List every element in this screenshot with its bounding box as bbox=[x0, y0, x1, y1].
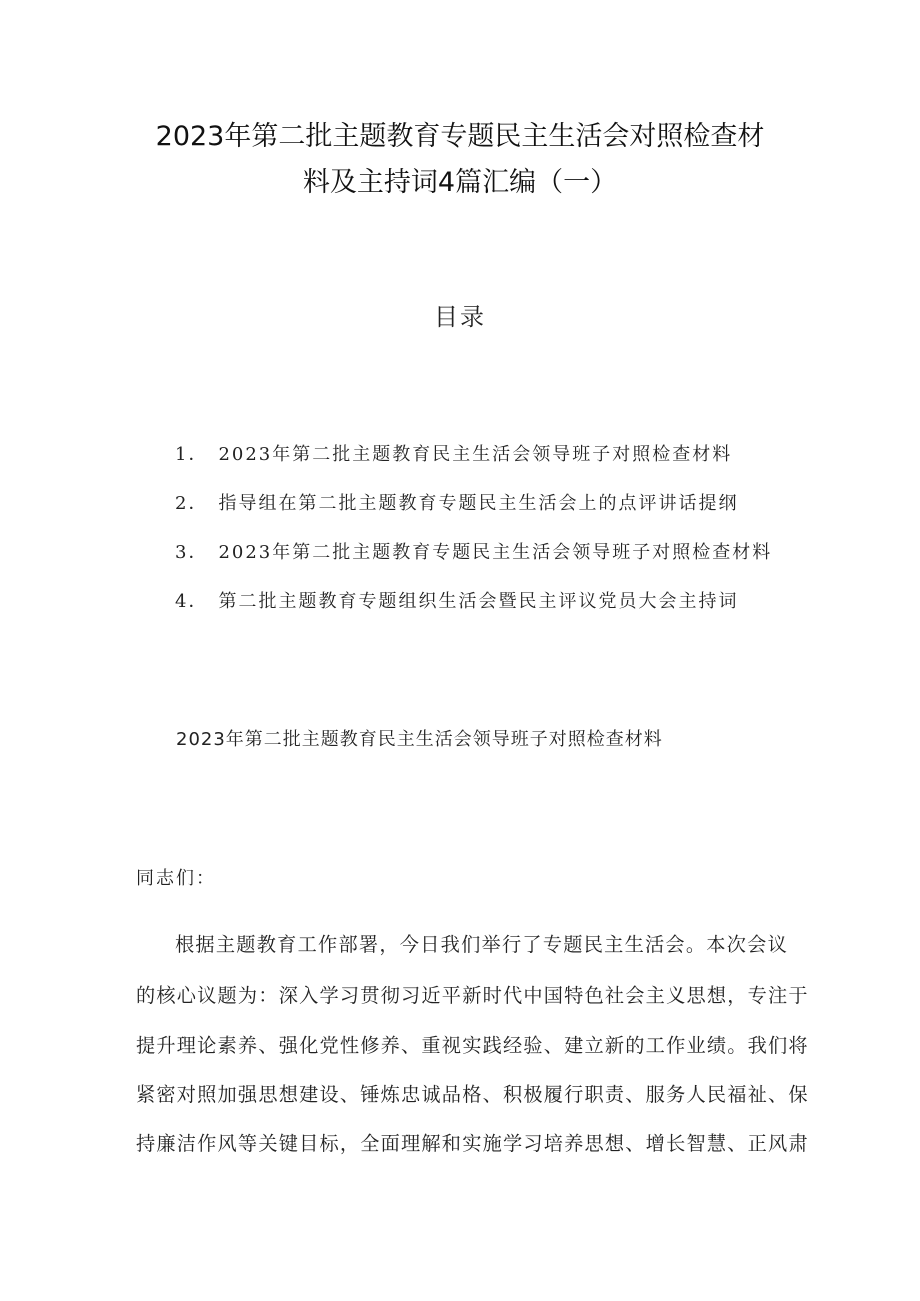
toc-item bbox=[175, 587, 738, 613]
toc-item-text: 指导组在第二批主题教育专题民主生活会上的点评讲话提纲 bbox=[218, 493, 739, 514]
toc-item bbox=[175, 538, 772, 564]
body-paragraph-line: 紧密对照加强思想建设、锤炼忠诚品格、积极履行职责、服务人民福祉、保 bbox=[136, 1083, 809, 1106]
toc-item-text: 2023年第二批主题教育专题民主生活会领导班子对照检查材料 bbox=[218, 542, 773, 563]
toc-item-number: 3． bbox=[175, 542, 209, 563]
toc-item bbox=[175, 489, 738, 515]
toc-item-number: 1． bbox=[175, 444, 209, 465]
document-title-line-2: 料及主持词4篇汇编（一） bbox=[302, 167, 618, 198]
greeting: 同志们： bbox=[136, 868, 216, 889]
section-title: 2023年第二批主题教育民主生活会领导班子对照检查材料 bbox=[176, 729, 663, 750]
toc-item-text: 2023年第二批主题教育民主生活会领导班子对照检查材料 bbox=[218, 444, 733, 465]
body-paragraph-line: 的核心议题为：深入学习贯彻习近平新时代中国特色社会主义思想，专注于 bbox=[136, 984, 809, 1007]
body-paragraph-line: 提升理论素养、强化党性修养、重视实践经验、建立新的工作业绩。我们将 bbox=[136, 1034, 809, 1057]
body-paragraph-line: 持廉洁作风等关键目标，全面理解和实施学习培养思想、增长智慧、正风肃 bbox=[136, 1132, 809, 1155]
toc-heading: 目录 bbox=[434, 303, 486, 331]
toc-item-number: 2． bbox=[175, 493, 209, 514]
toc-item-number: 4． bbox=[175, 591, 209, 612]
document-title-line-1: 2023年第二批主题教育专题民主生活会对照检查材 bbox=[155, 121, 765, 152]
toc-item bbox=[175, 440, 732, 466]
body-paragraph-line: 根据主题教育工作部署，今日我们举行了专题民主生活会。本次会议 bbox=[175, 933, 788, 956]
toc-item-text: 第二批主题教育专题组织生活会暨民主评议党员大会主持词 bbox=[218, 591, 739, 612]
